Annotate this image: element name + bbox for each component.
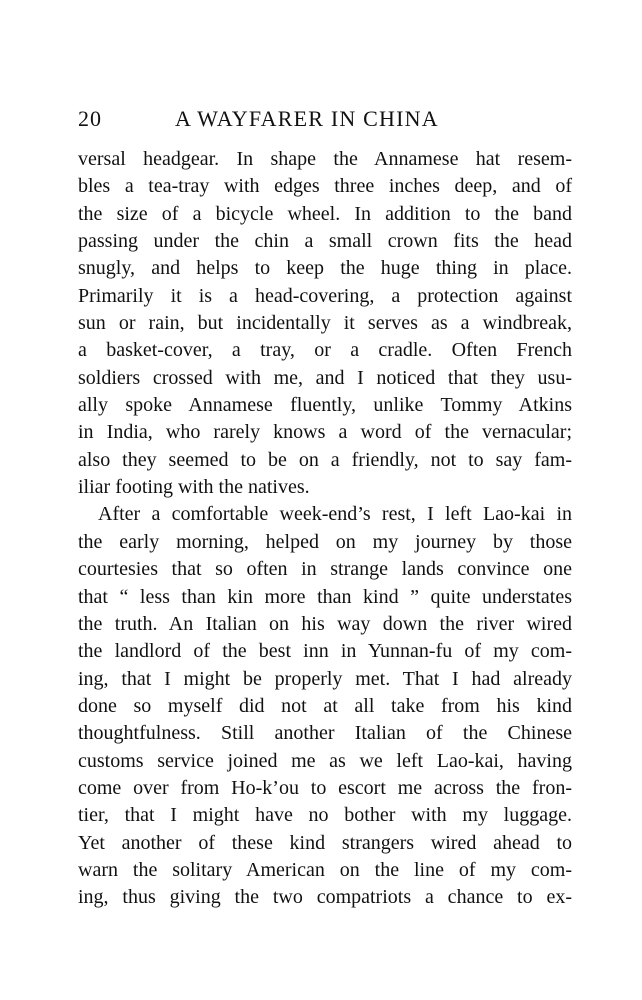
text-line: ing, thus giving the two compatriots a chance to ex- [78, 886, 572, 909]
text-line: sun or rain, but incidentally it serves as a windbreak, [78, 312, 572, 335]
text-line: Yet another of these kind strangers wired ahead to [78, 831, 572, 854]
text-line: also they seemed to be on a friendly, not to say fam- [78, 448, 572, 471]
text-line: warn the solitary American on the line of my com- [78, 858, 572, 881]
running-title: A WAYFARER IN CHINA [175, 106, 439, 131]
paragraph-start-line: After a comfortable week-end’s rest, I left Lao-kai in [98, 503, 572, 526]
text-line: a basket-cover, a tray, or a cradle. Often French [78, 339, 572, 362]
text-line: the early morning, helped on my journey by those [78, 530, 572, 553]
text-line: ally spoke Annamese fluently, unlike Tommy Atkins [78, 394, 572, 417]
text-line: come over from Ho-k’ou to escort me across the fron- [78, 776, 572, 799]
paragraph-end-line: iliar footing with the natives. [78, 476, 310, 499]
page-number: 20 [78, 106, 102, 131]
text-line: soldiers crossed with me, and I noticed that they usu- [78, 366, 572, 389]
text-line: Primarily it is a head-covering, a protection against [78, 284, 572, 307]
text-line: customs service joined me as we left Lao-kai, having [78, 749, 572, 772]
text-line: the size of a bicycle wheel. In addition to the band [78, 202, 572, 225]
text-line: tier, that I might have no bother with my luggage. [78, 804, 572, 827]
text-line: thoughtfulness. Still another Italian of the Chinese [78, 722, 572, 745]
text-line: that “ less than kin more than kind ” quite understates [78, 585, 572, 608]
page-header [78, 106, 572, 136]
text-line: versal headgear. In shape the Annamese hat resem- [78, 148, 572, 170]
text-line: snugly, and helps to keep the huge thing in place. [78, 257, 572, 280]
text-line: done so myself did not at all take from his kind [78, 694, 572, 717]
text-line: passing under the chin a small crown fits the head [78, 230, 572, 253]
text-line: courtesies that so often in strange lands convince one [78, 558, 572, 581]
text-line: the truth. An Italian on his way down the river wired [78, 612, 572, 635]
body-text [78, 146, 572, 912]
text-line: ing, that I might be properly met. That I had already [78, 667, 572, 690]
text-line: the landlord of the best inn in Yunnan-fu of my com- [78, 640, 572, 663]
text-line: in India, who rarely knows a word of the vernacular; [78, 421, 572, 444]
text-line: bles a tea-tray with edges three inches deep, and of [78, 175, 572, 198]
